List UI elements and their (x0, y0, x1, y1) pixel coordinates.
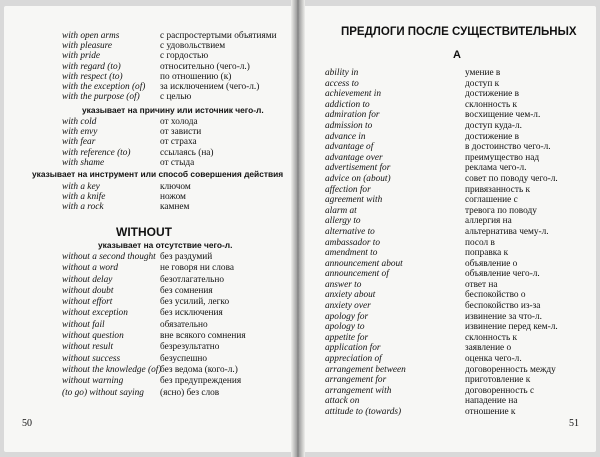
russian-translation: соглашение с (465, 195, 518, 206)
entry-row (325, 407, 595, 418)
noun-preposition-list (325, 68, 595, 418)
entry-row (325, 333, 595, 344)
entry-row (325, 163, 595, 174)
russian-translation: альтернатива чему-л. (465, 226, 549, 237)
russian-translation: по отношению (к) (160, 71, 232, 82)
entry-row (325, 110, 595, 121)
entry-row (325, 132, 595, 143)
english-phrase: announcement of (325, 269, 389, 280)
russian-translation: аллергия на (465, 216, 512, 227)
book-spine (291, 0, 305, 457)
english-phrase: apology to (325, 322, 365, 333)
russian-translation: без раздумий (160, 252, 213, 262)
entry-row (325, 238, 595, 249)
with-expressions-list (62, 31, 292, 102)
entry-row (325, 227, 595, 238)
english-phrase: anxiety over (325, 301, 371, 312)
russian-translation: договоренность с (465, 385, 535, 396)
russian-translation: приготовление к (465, 375, 531, 386)
entry-row (62, 41, 292, 51)
entry-row (62, 320, 292, 331)
russian-translation: за исключением (чего-л.) (160, 81, 260, 92)
entry-row (325, 365, 595, 376)
right-page (301, 6, 596, 452)
entry-row (62, 275, 292, 286)
entry-row (62, 263, 292, 274)
english-phrase: without a second thought (62, 252, 156, 262)
english-phrase: without doubt (62, 285, 114, 296)
english-phrase: with cold (62, 117, 97, 127)
entry-row (62, 148, 292, 158)
russian-translation: склонность к (465, 99, 518, 110)
russian-translation: относительно (чего-л.) (160, 61, 250, 72)
english-phrase: achievement in (325, 89, 382, 100)
english-phrase: advance in (325, 131, 366, 142)
entry-row (325, 185, 595, 196)
russian-translation: камнем (160, 202, 190, 213)
english-phrase: with open arms (62, 31, 120, 41)
russian-translation: в достоинство чего-л. (465, 142, 551, 153)
english-phrase: admiration for (325, 110, 380, 121)
english-phrase: without delay (62, 274, 113, 285)
entry-row (325, 301, 595, 312)
english-phrase: anxiety about (325, 290, 376, 301)
english-phrase: affection for (325, 184, 371, 195)
russian-translation: беспокойство о (465, 290, 526, 301)
russian-translation: заявление о (465, 343, 512, 354)
english-phrase: ambassador to (325, 237, 381, 248)
russian-translation: обязательно (160, 319, 208, 330)
page-title: ПРЕДЛОГИ ПОСЛЕ СУЩЕСТВИТЕЛЬНЫХ (341, 26, 577, 38)
heading-absence: указывает на отсутствие чего-л. (98, 240, 233, 250)
english-phrase: with the exception (of) (62, 81, 146, 92)
entry-row (62, 72, 292, 82)
english-phrase: with fear (62, 137, 96, 148)
entry-row (62, 158, 292, 168)
english-phrase: application for (325, 343, 381, 354)
entry-row (62, 182, 292, 192)
english-phrase: access to (325, 78, 359, 89)
entry-row (62, 286, 292, 297)
section-title-without: WITHOUT (116, 225, 172, 239)
russian-translation: от холода (160, 117, 198, 127)
entry-row (325, 121, 595, 132)
english-phrase: advantage over (325, 152, 383, 163)
english-phrase: with envy (62, 127, 98, 138)
entry-row (62, 365, 292, 376)
russian-translation: ключом (160, 182, 191, 192)
english-phrase: without warning (62, 376, 124, 387)
english-phrase: with pride (62, 51, 100, 62)
russian-translation: совет по поводу чего-л. (465, 173, 558, 184)
english-phrase: allergy to (325, 216, 361, 227)
russian-translation: безуспешно (160, 353, 207, 364)
russian-translation: с удовольствием (160, 41, 226, 52)
russian-translation: беспокойство из-за (465, 301, 541, 312)
english-phrase: agreement with (325, 195, 383, 206)
english-phrase: without the knowledge (of) (62, 364, 162, 375)
entry-row (62, 202, 292, 212)
entry-row (325, 206, 595, 217)
entry-row (62, 376, 292, 387)
english-phrase: without result (62, 342, 114, 353)
english-phrase: with regard (to) (62, 61, 121, 72)
russian-translation: от зависти (160, 127, 202, 138)
english-phrase: addiction to (325, 99, 370, 110)
english-phrase: amendment to (325, 248, 378, 259)
russian-translation: доступ к (465, 78, 500, 89)
english-phrase: appreciation of (325, 354, 382, 365)
entry-row (62, 82, 292, 92)
english-phrase: ability in (325, 68, 359, 78)
with-cause-list (62, 117, 292, 168)
entry-row (325, 322, 595, 333)
english-phrase: without question (62, 331, 124, 342)
russian-translation: привязанность к (465, 184, 531, 195)
entry-row (62, 117, 292, 127)
english-phrase: admission to (325, 120, 373, 131)
entry-row (325, 386, 595, 397)
entry-row (62, 62, 292, 72)
entry-row (62, 137, 292, 147)
russian-translation: от стыда (160, 157, 195, 168)
entry-row (325, 89, 595, 100)
english-phrase: announcement about (325, 258, 403, 269)
russian-translation: извинение за что-л. (465, 311, 542, 322)
entry-row (325, 216, 595, 227)
russian-translation: без предупреждения (160, 376, 242, 387)
left-page (4, 6, 295, 452)
russian-translation: объявление о (465, 258, 518, 269)
entry-row (325, 79, 595, 90)
russian-translation: безрезультатно (160, 342, 220, 353)
english-phrase: with reference (to) (62, 147, 131, 158)
english-phrase: with shame (62, 157, 105, 168)
english-phrase: advantage of (325, 142, 374, 153)
russian-translation: отношение к (465, 407, 516, 417)
russian-translation: безотлагательно (160, 274, 224, 285)
entry-row (62, 51, 292, 61)
entry-row (325, 248, 595, 259)
entry-row (325, 375, 595, 386)
russian-translation: достижение в (465, 131, 519, 142)
entry-row (62, 388, 292, 399)
entry-row (325, 100, 595, 111)
entry-row (325, 312, 595, 323)
russian-translation: достижение в (465, 89, 519, 100)
english-phrase: arrangement for (325, 375, 387, 386)
entry-row (62, 308, 292, 319)
with-instrument-list (62, 182, 292, 213)
entry-row (325, 68, 595, 79)
entry-row (325, 259, 595, 270)
russian-translation: склонность к (465, 332, 518, 343)
russian-translation: оценка чего-л. (465, 354, 522, 365)
section-letter-a: A (453, 49, 461, 61)
russian-translation: преимущество над (465, 152, 540, 163)
english-phrase: with a knife (62, 192, 106, 203)
without-expressions-list (62, 252, 292, 399)
russian-translation: извинение перед кем-л. (465, 322, 558, 333)
russian-translation: от страха (160, 137, 197, 148)
english-phrase: without effort (62, 297, 113, 308)
english-phrase: without success (62, 353, 121, 364)
english-phrase: (to go) without saying (62, 387, 144, 398)
english-phrase: without a word (62, 263, 118, 274)
russian-translation: поправка к (465, 248, 509, 259)
russian-translation: посол в (465, 237, 495, 248)
entry-row (325, 396, 595, 407)
entry-row (325, 142, 595, 153)
english-phrase: answer to (325, 279, 362, 290)
russian-translation: доступ куда-л. (465, 120, 522, 131)
english-phrase: arrangement between (325, 364, 406, 375)
russian-translation: ссылаясь (на) (160, 147, 214, 158)
russian-translation: с распростертыми объятиями (160, 31, 277, 41)
russian-translation: не говоря ни слова (160, 263, 234, 274)
entry-row (62, 331, 292, 342)
entry-row (325, 195, 595, 206)
russian-translation: договоренность между (465, 364, 556, 375)
russian-translation: ответ на (465, 279, 498, 290)
entry-row (62, 297, 292, 308)
english-phrase: with the purpose (of) (62, 92, 140, 103)
russian-translation: без ведома (кого-л.) (160, 364, 238, 375)
english-phrase: alarm at (325, 205, 357, 216)
english-phrase: attack on (325, 396, 360, 407)
english-phrase: advice on (about) (325, 173, 391, 184)
entry-row (62, 192, 292, 202)
entry-row (325, 269, 595, 280)
russian-translation: объявление чего-л. (465, 269, 540, 280)
english-phrase: arrangement with (325, 385, 392, 396)
english-phrase: with a key (62, 182, 100, 192)
russian-translation: с целью (160, 92, 192, 103)
russian-translation: с гордостью (160, 51, 209, 62)
russian-translation: (ясно) без слов (160, 387, 220, 398)
heading-instrument: указывает на инструмент или способ совершения действия (32, 169, 284, 179)
entry-row (62, 342, 292, 353)
english-phrase: with a rock (62, 202, 104, 213)
english-phrase: appetite for (325, 332, 369, 343)
russian-translation: без исключения (160, 308, 223, 319)
entry-row (62, 31, 292, 41)
page-number-left: 50 (22, 418, 32, 429)
russian-translation: ножом (160, 192, 186, 203)
english-phrase: with pleasure (62, 41, 113, 52)
entry-row (325, 174, 595, 185)
russian-translation: без сомнения (160, 285, 213, 296)
english-phrase: alternative to (325, 226, 375, 237)
english-phrase: attitude to (towards) (325, 407, 402, 417)
heading-cause: указывает на причину или источник чего-л. (82, 105, 264, 115)
english-phrase: advertisement for (325, 163, 391, 174)
entry-row (325, 280, 595, 291)
english-phrase: without fail (62, 319, 105, 330)
entry-row (62, 127, 292, 137)
russian-translation: восхищение чем-л. (465, 110, 541, 121)
entry-row (325, 153, 595, 164)
entry-row (325, 354, 595, 365)
page-number-right: 51 (569, 418, 579, 429)
entry-row (62, 252, 292, 263)
entry-row (325, 290, 595, 301)
russian-translation: умение в (465, 68, 501, 78)
english-phrase: apology for (325, 311, 369, 322)
russian-translation: без усилий, легко (160, 297, 230, 308)
entry-row (62, 354, 292, 365)
english-phrase: without exception (62, 308, 128, 319)
entry-row (62, 92, 292, 102)
russian-translation: реклама чего-л. (465, 163, 527, 174)
russian-translation: нападение на (465, 396, 518, 407)
russian-translation: вне всякого сомнения (160, 331, 246, 342)
english-phrase: with respect (to) (62, 71, 123, 82)
entry-row (325, 343, 595, 354)
russian-translation: тревога по поводу (465, 205, 537, 216)
